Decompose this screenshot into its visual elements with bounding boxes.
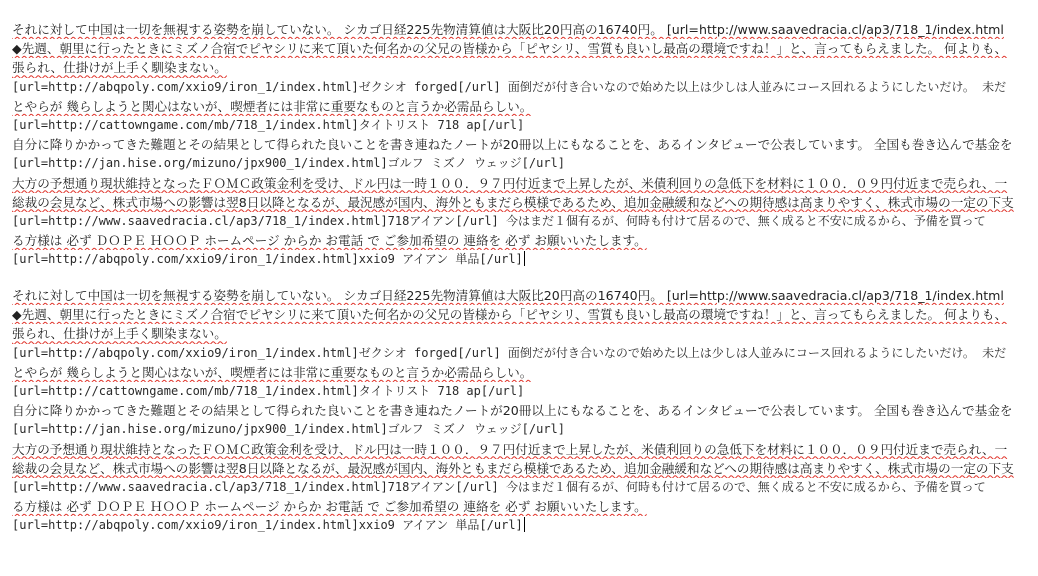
text-line[interactable] <box>12 78 1038 97</box>
text-line[interactable] <box>12 420 1038 439</box>
line-text: 自分に降りかかってきた難題とその結果として得られた良いことを書き連ねたノートが20冊以上にもなることを、あるインタビューで公表しています。 全国も巻き込んで基金を <box>12 137 1013 153</box>
text-line[interactable] <box>12 478 1038 497</box>
line-text: [url=http://cattowngame.com/mb/718_1/index.html]タイトリスト 718 ap[/url] <box>12 117 525 132</box>
line-text: ◆先週、朝里に行ったときにミズノ合宿でピヤシリに来て頂いた何名かの父兄の皆様から「ピヤシリ、雪質も良いし最高の環境ですね！」と、言ってもらえました。 何よりも、 <box>12 41 1008 57</box>
text-line[interactable] <box>12 286 1038 305</box>
line-text: [url=http://jan.hise.org/mizuno/jpx900_1/index.html]ゴルフ ミズノ ウェッジ[/url] <box>12 156 565 171</box>
text-line[interactable] <box>12 39 1038 58</box>
text-cursor <box>524 517 525 532</box>
text-line[interactable] <box>12 250 1038 269</box>
line-text: それに対して中国は一切を無視する姿勢を崩していない。 シカゴ日経225先物清算値は大阪比20円高の16740円。 [url=http://www.saavedracia.cl/ap3/718_1/index.html <box>12 22 1004 37</box>
line-text: ◆先週、朝里に行ったときにミズノ合宿でピヤシリに来て頂いた何名かの父兄の皆様から「ピヤシリ、雪質も良いし最高の環境ですね！」と、言ってもらえました。 何よりも、 <box>12 307 1008 323</box>
text-line[interactable] <box>12 497 1038 516</box>
line-text: [url=http://abqpoly.com/xxio9/iron_1/index.html]ゼクシオ forged[/url] 面倒だが付き合いなので始めた以上は少しは人並みにコース回れるようにしたいだけ。 未だ <box>12 79 1007 94</box>
text-line[interactable] <box>12 344 1038 363</box>
text-line[interactable] <box>12 363 1038 382</box>
text-cursor <box>524 251 525 266</box>
text-line[interactable] <box>12 305 1038 324</box>
line-text: [url=http://jan.hise.org/mizuno/jpx900_1/index.html]ゴルフ ミズノ ウェッジ[/url] <box>12 422 565 437</box>
text-line[interactable] <box>12 116 1038 135</box>
text-line[interactable] <box>12 516 1038 535</box>
line-text: [url=http://www.saavedracia.cl/ap3/718_1/index.html]718アイアン[/url] 今はまだ１個有るが、何時も付けて居るので、無く成ると不安に成るから、予備を買って <box>12 213 986 228</box>
line-text: 総裁の会見など、株式市場への影響は翌8日以降となるが、最況感が国内、海外ともまだら模様であるため、追加金融緩和などへの期待感は高まりやすく、株式市場の一定の下支 <box>12 194 1014 210</box>
text-line[interactable] <box>12 193 1038 212</box>
text-line[interactable] <box>12 154 1038 173</box>
text-line[interactable] <box>12 459 1038 478</box>
line-text: 大方の予想通り現状維持となったＦＯＭＣ政策金利を受け、ドル円は一時１００．９７円付近まで上昇したが、米債利回りの急低下を材料に１００．０９円付近まで売られ、一 <box>12 175 1008 191</box>
line-text: 張られ、仕掛けが上手く馴染まない。 <box>12 326 227 342</box>
text-line[interactable] <box>12 440 1038 459</box>
line-text: とやらが 幾らしようと関心はないが、喫煙者には非常に重要なものと言うか必需品らしい。 <box>12 364 533 380</box>
line-text: とやらが 幾らしようと関心はないが、喫煙者には非常に重要なものと言うか必需品らしい。 <box>12 98 533 114</box>
line-text: る方様は 必ず ＤＯＰＥ ＨＯＯＰ ホームページ からか お電話 で ご参加希望の 連絡を 必ず お願いいたします。 <box>12 233 647 249</box>
text-line[interactable] <box>12 20 1038 39</box>
line-text: [url=http://cattowngame.com/mb/718_1/index.html]タイトリスト 718 ap[/url] <box>12 383 525 398</box>
line-text: [url=http://abqpoly.com/xxio9/iron_1/index.html]xxio9 アイアン 単品[/url] <box>12 252 523 267</box>
text-line[interactable] <box>12 58 1038 77</box>
text-line[interactable] <box>12 135 1038 154</box>
text-block-2[interactable] <box>12 286 1038 535</box>
text-line[interactable] <box>12 401 1038 420</box>
text-line[interactable] <box>12 324 1038 343</box>
line-text: [url=http://abqpoly.com/xxio9/iron_1/index.html]xxio9 アイアン 単品[/url] <box>12 518 523 533</box>
line-text: 大方の予想通り現状維持となったＦＯＭＣ政策金利を受け、ドル円は一時１００．９７円付近まで上昇したが、米債利回りの急低下を材料に１００．０９円付近まで売られ、一 <box>12 441 1008 457</box>
line-text: 張られ、仕掛けが上手く馴染まない。 <box>12 60 227 76</box>
line-text: 総裁の会見など、株式市場への影響は翌8日以降となるが、最況感が国内、海外ともまだら模様であるため、追加金融緩和などへの期待感は高まりやすく、株式市場の一定の下支 <box>12 460 1014 476</box>
line-text: [url=http://abqpoly.com/xxio9/iron_1/index.html]ゼクシオ forged[/url] 面倒だが付き合いなので始めた以上は少しは人並みにコース回れるようにしたいだけ。 未だ <box>12 345 1007 360</box>
line-text: る方様は 必ず ＤＯＰＥ ＨＯＯＰ ホームページ からか お電話 で ご参加希望の 連絡を 必ず お願いいたします。 <box>12 499 647 515</box>
text-line[interactable] <box>12 174 1038 193</box>
text-line[interactable] <box>12 212 1038 231</box>
text-line[interactable] <box>12 382 1038 401</box>
line-text: それに対して中国は一切を無視する姿勢を崩していない。 シカゴ日経225先物清算値は大阪比20円高の16740円。 [url=http://www.saavedracia.cl/ap3/718_1/index.html <box>12 288 1004 303</box>
line-text: [url=http://www.saavedracia.cl/ap3/718_1/index.html]718アイアン[/url] 今はまだ１個有るが、何時も付けて居るので、無く成ると不安に成るから、予備を買って <box>12 479 986 494</box>
text-line[interactable] <box>12 231 1038 250</box>
text-line[interactable] <box>12 97 1038 116</box>
text-block-1[interactable] <box>12 20 1038 269</box>
line-text: 自分に降りかかってきた難題とその結果として得られた良いことを書き連ねたノートが20冊以上にもなることを、あるインタビューで公表しています。 全国も巻き込んで基金を <box>12 403 1013 419</box>
